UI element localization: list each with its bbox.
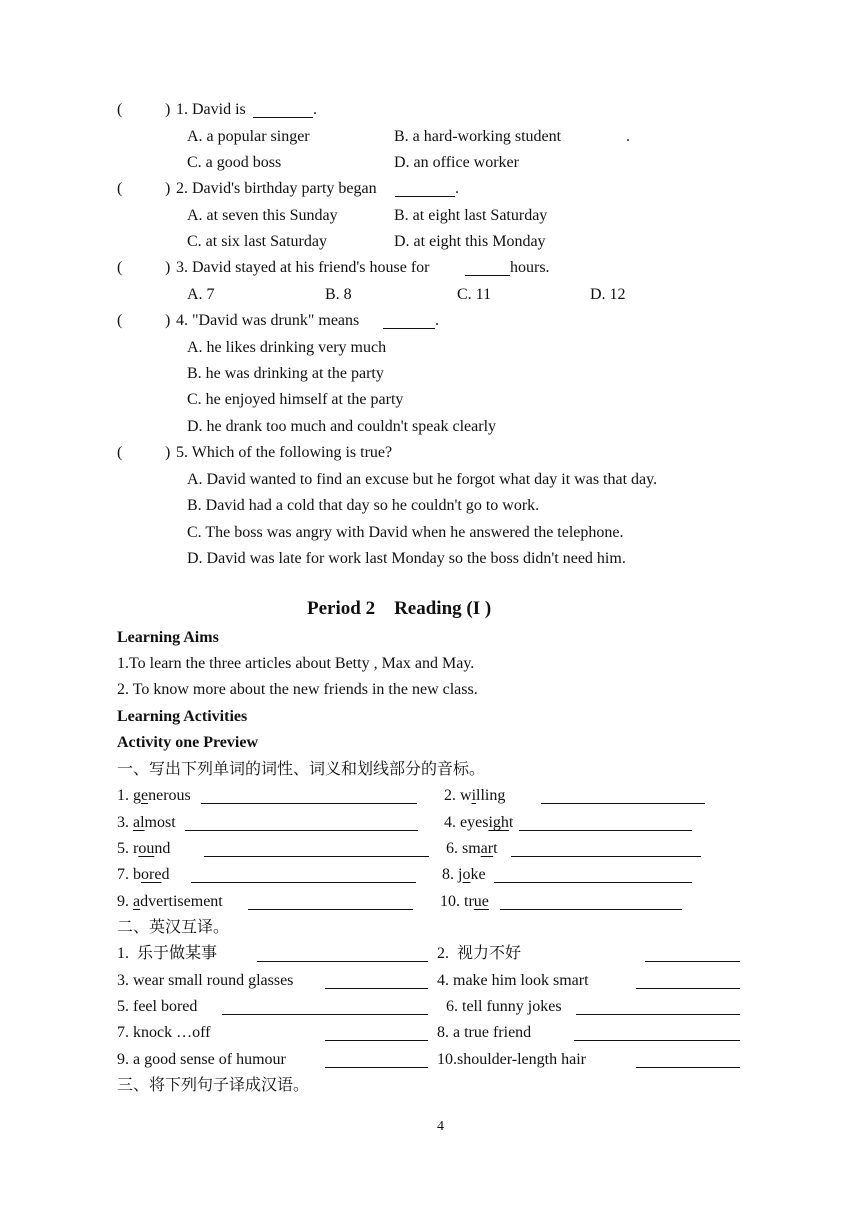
- word-item: 2. willing: [444, 787, 506, 804]
- option: B. he was drinking at the party: [187, 365, 384, 382]
- phrase-item: 8. a true friend: [437, 1024, 532, 1041]
- word-blank[interactable]: [185, 830, 418, 831]
- phrase-blank[interactable]: [576, 1014, 740, 1015]
- word-blank[interactable]: [204, 856, 429, 857]
- answer-paren-close: ): [165, 180, 171, 197]
- answer-blank[interactable]: [395, 196, 455, 197]
- option: C. The boss was angry with David when he answered the telephone.: [187, 524, 624, 541]
- period-title: Period 2 Reading (I ): [307, 598, 492, 619]
- word-blank[interactable]: [511, 856, 701, 857]
- option: C. he enjoyed himself at the party: [187, 391, 404, 408]
- period: .: [435, 312, 439, 329]
- word-item: 1. generous: [117, 787, 191, 804]
- phrase-blank[interactable]: [325, 988, 428, 989]
- answer-paren-close: ): [165, 101, 171, 118]
- answer-paren-close: ): [165, 444, 171, 461]
- word-item: 5. round: [117, 840, 171, 857]
- answer-paren-open: (: [117, 259, 123, 276]
- phrase-blank[interactable]: [574, 1040, 740, 1041]
- phrase-item: 7. knock …off: [117, 1024, 211, 1041]
- word-blank[interactable]: [248, 909, 413, 910]
- option: A. 7: [187, 286, 215, 303]
- option: B. 8: [325, 286, 352, 303]
- phrase-blank[interactable]: [257, 961, 428, 962]
- option: D. he drank too much and couldn't speak clearly: [187, 418, 497, 435]
- phrase-item: 2. 视力不好: [437, 945, 522, 962]
- question-3-stem: 3. David stayed at his friend's house for: [176, 259, 430, 276]
- section-2-instruction: 二、英汉互译。: [117, 919, 230, 936]
- period: .: [455, 180, 459, 197]
- option: A. at seven this Sunday: [187, 207, 338, 224]
- word-item: 8. joke: [442, 866, 486, 883]
- question-2-stem: 2. David's birthday party began: [176, 180, 377, 197]
- phrase-item: 9. a good sense of humour: [117, 1051, 286, 1068]
- aims-heading: Learning Aims: [117, 629, 219, 646]
- option: A. a popular singer: [187, 128, 310, 145]
- option: B. a hard-working student: [394, 128, 562, 145]
- word-blank[interactable]: [541, 803, 705, 804]
- section-1-instruction: 一、写出下列单词的词性、词义和划线部分的音标。: [117, 761, 486, 778]
- word-blank[interactable]: [494, 882, 692, 883]
- option: D. at eight this Monday: [394, 233, 546, 250]
- answer-blank[interactable]: [465, 275, 510, 276]
- word-item: 10. true: [440, 893, 489, 910]
- answer-paren-close: ): [165, 312, 171, 329]
- option: B. David had a cold that day so he couldn't go to work.: [187, 497, 540, 514]
- option: A. David wanted to find an excuse but he forgot what day it was that day.: [187, 471, 658, 488]
- word-item: 6. smart: [446, 840, 498, 857]
- answer-paren-open: (: [117, 101, 123, 118]
- answer-paren-close: ): [165, 259, 171, 276]
- word-blank[interactable]: [500, 909, 682, 910]
- option: C. at six last Saturday: [187, 233, 327, 250]
- option: D. David was late for work last Monday so the boss didn't need him.: [187, 550, 626, 567]
- option: C. a good boss: [187, 154, 282, 171]
- word-blank[interactable]: [519, 830, 692, 831]
- aim-item: 2. To know more about the new friends in the new class.: [117, 681, 478, 698]
- option: C. 11: [457, 286, 492, 303]
- phrase-blank[interactable]: [222, 1014, 428, 1015]
- word-item: 4. eyesight: [444, 814, 514, 831]
- activity-one-heading: Activity one Preview: [117, 734, 258, 751]
- phrase-item: 6. tell funny jokes: [446, 998, 562, 1015]
- phrase-blank[interactable]: [636, 1067, 740, 1068]
- stem-tail: hours.: [510, 259, 550, 276]
- phrase-item: 10.shoulder-length hair: [437, 1051, 586, 1068]
- word-blank[interactable]: [201, 803, 417, 804]
- answer-paren-open: (: [117, 180, 123, 197]
- aim-item: 1.To learn the three articles about Betty , Max and May.: [117, 655, 475, 672]
- phrase-blank[interactable]: [645, 961, 740, 962]
- word-item: 9. advertisement: [117, 893, 223, 910]
- phrase-item: 1. 乐于做某事: [117, 945, 218, 962]
- phrase-item: 4. make him look smart: [437, 972, 589, 989]
- option: D. 12: [590, 286, 626, 303]
- phrase-blank[interactable]: [636, 988, 740, 989]
- answer-paren-open: (: [117, 312, 123, 329]
- word-blank[interactable]: [191, 882, 416, 883]
- answer-paren-open: (: [117, 444, 123, 461]
- question-4-stem: 4. "David was drunk" means: [176, 312, 360, 329]
- question-1-stem: 1. David is: [176, 101, 246, 118]
- activities-heading: Learning Activities: [117, 708, 248, 725]
- phrase-item: 5. feel bored: [117, 998, 198, 1015]
- word-item: 7. bored: [117, 866, 170, 883]
- page-number: 4: [437, 1119, 444, 1134]
- section-3-instruction: 三、将下列句子译成汉语。: [117, 1077, 310, 1094]
- option: A. he likes drinking very much: [187, 339, 387, 356]
- period: .: [313, 101, 317, 118]
- option: D. an office worker: [394, 154, 519, 171]
- answer-blank[interactable]: [383, 328, 435, 329]
- answer-blank[interactable]: [253, 117, 313, 118]
- phrase-blank[interactable]: [325, 1040, 428, 1041]
- word-item: 3. almost: [117, 814, 176, 831]
- option: B. at eight last Saturday: [394, 207, 548, 224]
- question-5-stem: 5. Which of the following is true?: [176, 444, 393, 461]
- phrase-item: 3. wear small round glasses: [117, 972, 294, 989]
- stray-dot: .: [626, 128, 630, 145]
- phrase-blank[interactable]: [325, 1067, 428, 1068]
